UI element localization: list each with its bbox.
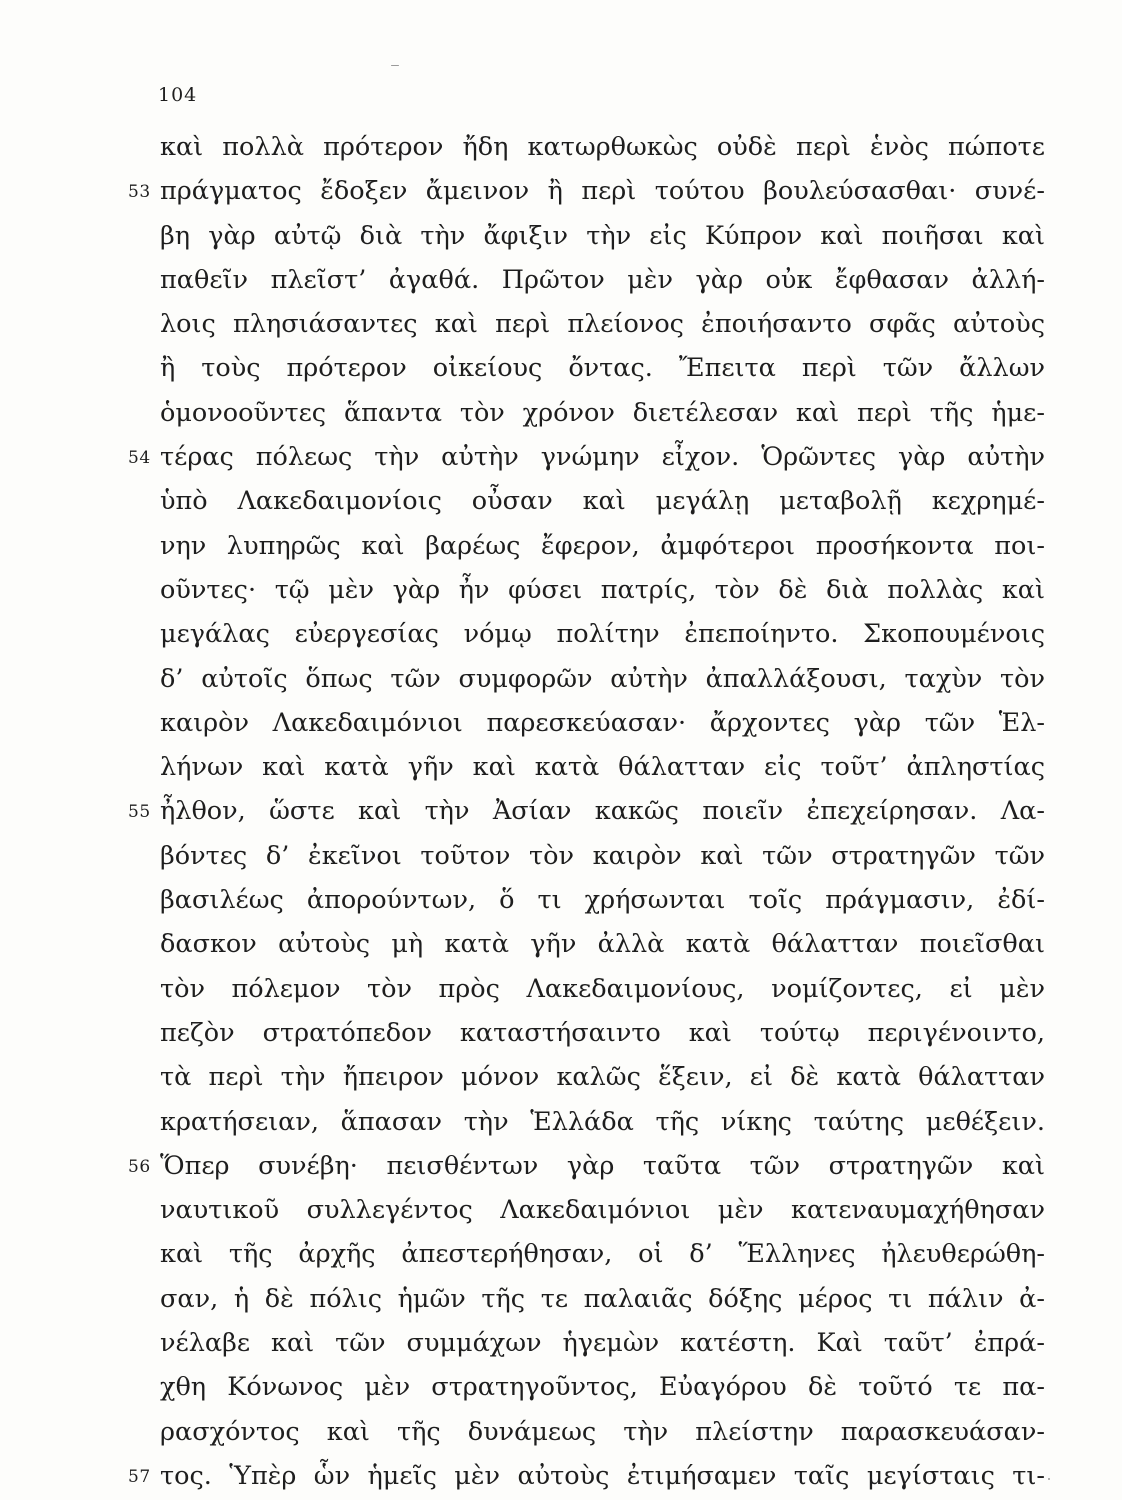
line-text: χθη Κόνωνος μὲν στρατηγοῦντος, Εὐαγόρου δὲ τοῦτό τε πα- [160, 1372, 1045, 1403]
line-text: Ὅπερ συνέβη· πεισθέντων γὰρ ταῦτα τῶν στρατηγῶν καὶ [160, 1150, 1045, 1181]
text-line [160, 125, 1045, 169]
text-line [160, 346, 1045, 390]
text-line [128, 789, 1045, 833]
text-line [160, 1188, 1045, 1232]
text-line [160, 1321, 1045, 1365]
page-number: 104 [158, 84, 198, 106]
line-text: μεγάλας εὐεργεσίας νόμῳ πολίτην ἐπεποίηντο. Σκοπουμένοις [160, 619, 1045, 650]
text-line [160, 524, 1045, 568]
text-line [128, 1454, 1045, 1498]
text-line [128, 1144, 1045, 1188]
text-line [160, 1277, 1045, 1321]
line-text: καιρὸν Λακεδαιμόνιοι παρεσκεύασαν· ἄρχοντες γὰρ τῶν Ἑλ- [160, 707, 1045, 738]
section-number: 54 [128, 448, 151, 469]
line-text: νέλαβε καὶ τῶν συμμάχων ἡγεμὼν κατέστη. Καὶ ταῦτ’ ἐπρά- [160, 1328, 1045, 1359]
line-text: δ’ αὐτοῖς ὅπως τῶν συμφορῶν αὐτὴν ἀπαλλάξουσι, ταχὺν τὸν [160, 663, 1045, 694]
line-text: ρασχόντος καὶ τῆς δυνάμεως τὴν πλείστην παρασκευάσαν- [160, 1416, 1045, 1447]
text-line [160, 391, 1045, 435]
text-line [128, 435, 1045, 479]
line-text: κρατήσειαν, ἅπασαν τὴν Ἑλλάδα τῆς νίκης ταύτης μεθέξειν. [160, 1106, 1045, 1137]
line-text: πεζὸν στρατόπεδον καταστήσαιντο καὶ τούτῳ περιγένοιντο, [160, 1017, 1045, 1048]
line-text: τὰ περὶ τὴν ἤπειρον μόνον καλῶς ἕξειν, εἰ δὲ κατὰ θάλατταν [160, 1062, 1045, 1093]
section-number: 53 [128, 182, 151, 203]
text-line [160, 214, 1045, 258]
section-number: 55 [128, 802, 151, 823]
line-text: τὸν πόλεμον τὸν πρὸς Λακεδαιμονίους, νομίζοντες, εἰ μὲν [160, 973, 1045, 1004]
line-text: καὶ τῆς ἀρχῆς ἀπεστερήθησαν, οἱ δ’ Ἕλληνες ἠλευθερώθη- [160, 1239, 1045, 1270]
line-text: νην λυπηρῶς καὶ βαρέως ἔφερον, ἀμφότεροι προσήκοντα ποι- [160, 530, 1045, 561]
line-text: βη γὰρ αὐτῷ διὰ τὴν ἄφιξιν τὴν εἰς Κύπρον καὶ ποιῆσαι καὶ [160, 220, 1045, 251]
line-text: ἦλθον, ὥστε καὶ τὴν Ἀσίαν κακῶς ποιεῖν ἐπεχείρησαν. Λα- [160, 796, 1045, 827]
line-text: σαν, ἡ δὲ πόλις ἡμῶν τῆς τε παλαιᾶς δόξης μέρος τι πάλιν ἀ- [160, 1283, 1045, 1314]
line-text: ὁμονοοῦντες ἅπαντα τὸν χρόνον διετέλεσαν καὶ περὶ τῆς ἡμε- [160, 397, 1045, 428]
text-line [160, 1365, 1045, 1409]
text-line [128, 169, 1045, 213]
line-text: λήνων καὶ κατὰ γῆν καὶ κατὰ θάλατταν εἰς τοῦτ’ ἀπληστίας [160, 752, 1045, 783]
text-line [160, 1055, 1045, 1099]
text-line [160, 258, 1045, 302]
line-text: ὑπὸ Λακεδαιμονίοις οὖσαν καὶ μεγάλῃ μεταβολῇ κεχρημέ- [160, 486, 1045, 517]
line-text: βασιλέως ἀπορούντων, ὅ τι χρήσωνται τοῖς πράγμασιν, ἐδί- [160, 885, 1045, 916]
text-line [160, 612, 1045, 656]
text-line [160, 1011, 1045, 1055]
line-text: οῦντες· τῷ μὲν γὰρ ἦν φύσει πατρίς, τὸν δὲ διὰ πολλὰς καὶ [160, 574, 1045, 605]
text-line [160, 967, 1045, 1011]
text-line [160, 1100, 1045, 1144]
body-text [128, 125, 1055, 1498]
line-text: τος. Ὑπὲρ ὧν ἡμεῖς μὲν αὐτοὺς ἐτιμήσαμεν ταῖς μεγίσταις τι- [160, 1460, 1045, 1491]
text-line [160, 568, 1045, 612]
text-line [160, 657, 1045, 701]
line-text: παθεῖν πλεῖστ’ ἀγαθά. Πρῶτον μὲν γὰρ οὐκ ἔφθασαν ἀλλή- [160, 264, 1045, 295]
text-line [160, 878, 1045, 922]
text-line [160, 834, 1045, 878]
text-line [160, 1410, 1045, 1454]
line-text: ναυτικοῦ συλλεγέντος Λακεδαιμόνιοι μὲν κατεναυμαχήθησαν [160, 1195, 1045, 1226]
line-text: καὶ πολλὰ πρότερον ἤδη κατωρθωκὼς οὐδὲ περὶ ἑνὸς πώποτε [160, 132, 1045, 162]
paper-speck [1048, 1478, 1050, 1480]
text-line [160, 922, 1045, 966]
line-text: τέρας πόλεως τὴν αὐτὴν γνώμην εἶχον. Ὁρῶντες γὰρ αὐτὴν [160, 442, 1045, 473]
text-line [160, 1232, 1045, 1276]
paper-speck [391, 65, 399, 66]
line-text: λοις πλησιάσαντες καὶ περὶ πλείονος ἐποιήσαντο σφᾶς αὐτοὺς [160, 309, 1045, 340]
text-line [160, 302, 1045, 346]
text-line [160, 701, 1045, 745]
section-number: 56 [128, 1156, 151, 1177]
section-number: 57 [128, 1466, 151, 1487]
text-line [160, 479, 1045, 523]
text-line [160, 745, 1045, 789]
line-text: πράγματος ἔδοξεν ἄμεινον ἢ περὶ τούτου βουλεύσασθαι· συνέ- [160, 176, 1045, 207]
line-text: δασκον αὐτοὺς μὴ κατὰ γῆν ἀλλὰ κατὰ θάλατταν ποιεῖσθαι [160, 929, 1045, 960]
line-text: βόντες δ’ ἐκεῖνοι τοῦτον τὸν καιρὸν καὶ τῶν στρατηγῶν τῶν [160, 840, 1045, 871]
line-text: ἢ τοὺς πρότερον οἰκείους ὄντας. Ἔπειτα περὶ τῶν ἄλλων [160, 353, 1045, 384]
